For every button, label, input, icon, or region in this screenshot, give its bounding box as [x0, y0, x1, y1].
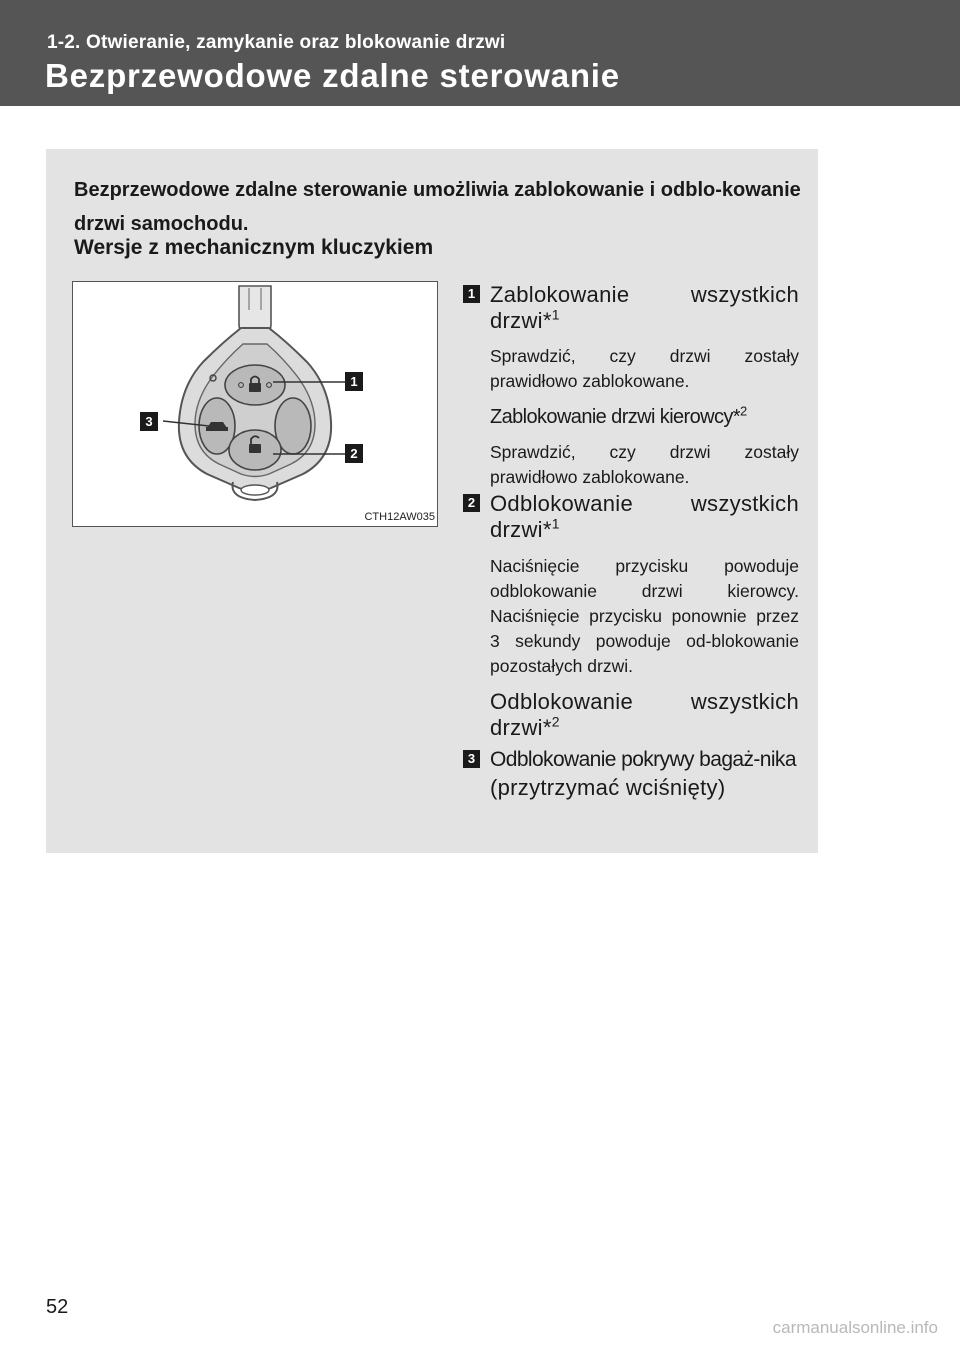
- key-fob-illustration: [73, 282, 437, 526]
- callout-badge-1: [345, 372, 363, 391]
- figure-code: CTH12AW035: [364, 511, 435, 523]
- item-number-badge: 3: [463, 750, 480, 768]
- page-number: 52: [46, 1296, 69, 1318]
- item-unlock-trunk: [463, 747, 799, 801]
- content-box: [46, 149, 818, 853]
- intro-text: Bezprzewodowe zdalne sterowanie umożliwia zablokowanie i odblo-kowanie drzwi samochodu.: [74, 179, 801, 235]
- page-title: Bezprzewodowe zdalne sterowanie: [45, 57, 620, 94]
- item-description: Naciśnięcie przycisku powoduje odblokowanie drzwi kierowcy. Naciśnięcie przycisku ponownie przez 3 sekundy powoduje od-blokowanie pozostałych drzwi.: [490, 556, 799, 676]
- item-title: Odblokowanie wszystkich drzwi*$^1$: [490, 491, 799, 542]
- page-header: [0, 0, 960, 106]
- item-subtitle: Odblokowanie wszystkich drzwi*$^2$: [490, 689, 799, 740]
- item-number-badge: 1: [463, 285, 480, 303]
- section-label: 1-2. Otwieranie, zamykanie oraz blokowanie drzwi: [47, 32, 506, 53]
- svg-text:3: 3: [145, 414, 153, 429]
- key-fob-figure: [72, 281, 438, 527]
- item-note: (przytrzymać wciśnięty): [490, 775, 726, 800]
- callout-badge-3: [140, 412, 158, 431]
- svg-text:1: 1: [350, 374, 358, 389]
- item-subtitle: Zablokowanie drzwi kierowcy*$^2$: [490, 403, 747, 428]
- subheading: Wersje z mechanicznym kluczykiem: [74, 236, 434, 259]
- item-description: Sprawdzić, czy drzwi zostały prawidłowo zablokowane.: [490, 346, 799, 391]
- callout-badge-2: [345, 444, 363, 463]
- svg-text:2: 2: [350, 446, 358, 461]
- item-title: Zablokowanie wszystkich drzwi*$^1$: [490, 282, 799, 333]
- watermark: carmanualsonline.info: [772, 1318, 938, 1337]
- item-title: Odblokowanie pokrywy bagaż-nika: [490, 748, 796, 771]
- item-description: Sprawdzić, czy drzwi zostały prawidłowo zablokowane.: [490, 442, 799, 487]
- item-unlock-all: [463, 491, 799, 741]
- item-lock-all: [463, 282, 799, 490]
- item-number-badge: 2: [463, 494, 480, 512]
